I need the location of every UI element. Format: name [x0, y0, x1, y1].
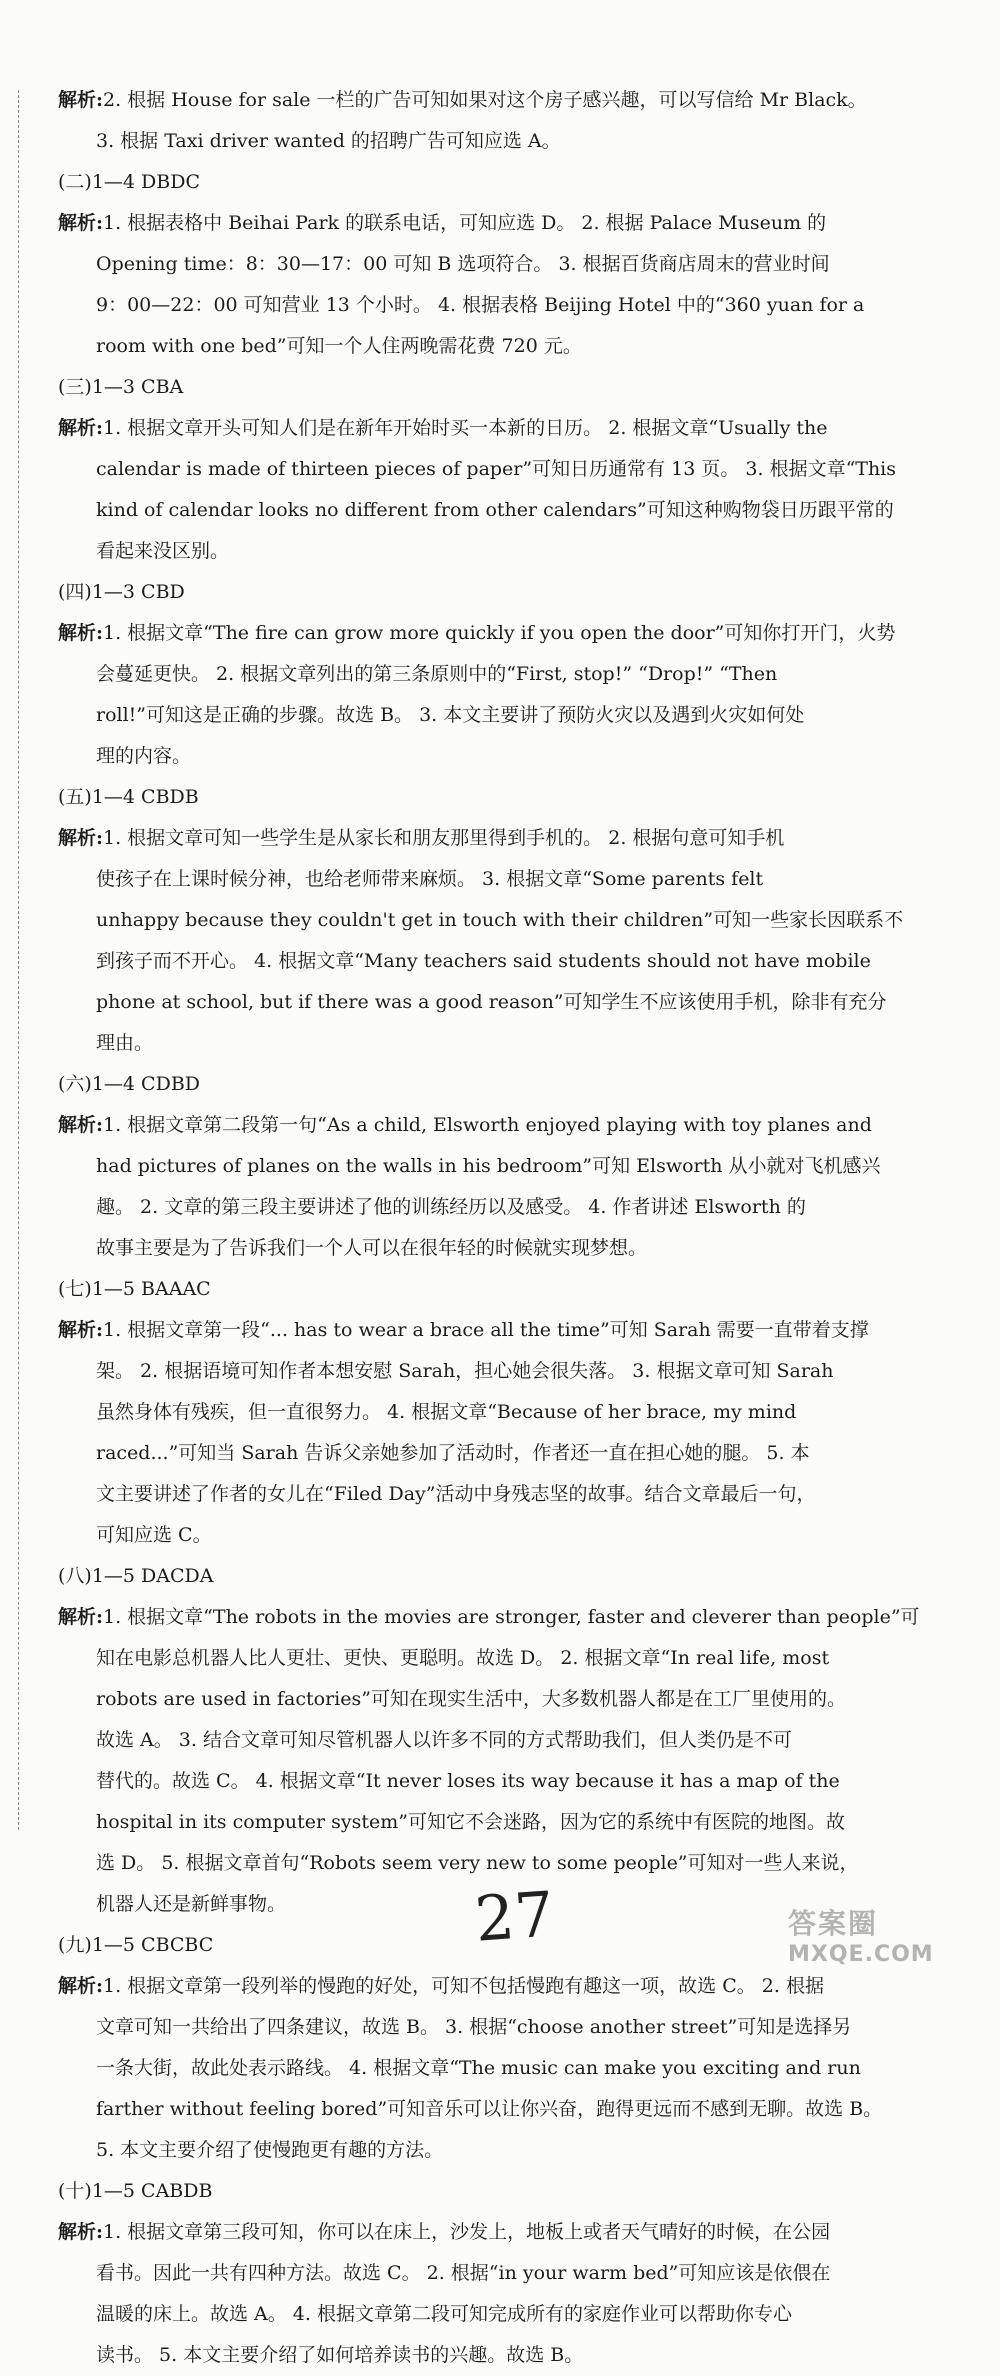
analysis-line	[58, 900, 958, 941]
analysis-line	[58, 1187, 958, 1228]
analysis-line	[58, 1679, 958, 1720]
analysis-tag: 解析:	[58, 417, 104, 439]
analysis-text: 读书。 5. 本文主要介绍了如何培养读书的兴趣。故选 B。	[96, 2344, 584, 2366]
analysis-text: 趣。 2. 文章的第三段主要讲述了他的训练经历以及感受。 4. 作者讲述 Elsworth 的	[96, 1196, 806, 1218]
analysis-line	[58, 1638, 958, 1679]
analysis-text: 知在电影总机器人比人更壮、更快、更聪明。故选 D。 2. 根据文章“In real life, most	[96, 1647, 830, 1669]
analysis-line	[58, 736, 958, 777]
analysis-text: 替代的。故选 C。 4. 根据文章“It never loses its way because it has a map of the	[96, 1770, 840, 1792]
analysis-line	[58, 1310, 958, 1351]
analysis-text: 1. 根据文章第一段“... has to wear a brace all the time”可知 Sarah 需要一直带着支撑	[103, 1319, 869, 1341]
analysis-line	[58, 859, 958, 900]
analysis-text: 可知应选 C。	[96, 1524, 212, 1546]
answer-key-line: (五)1—4 CBDB	[58, 786, 199, 808]
analysis-line	[58, 285, 958, 326]
analysis-text: 故事主要是为了告诉我们一个人可以在很年轻的时候就实现梦想。	[96, 1237, 648, 1259]
analysis-text: 温暖的床上。故选 A。 4. 根据文章第二段可知完成所有的家庭作业可以帮助你专心	[96, 2303, 792, 2325]
analysis-line	[58, 326, 958, 367]
analysis-line	[58, 203, 958, 244]
analysis-text: 虽然身体有残疾，但一直很努力。 4. 根据文章“Because of her brace, my mind	[96, 1401, 797, 1423]
watermark-top: 答案圈	[788, 1907, 879, 1940]
analysis-text: robots are used in factories”可知在现实生活中，大多数机器人都是在工厂里使用的。	[96, 1688, 846, 1710]
analysis-text: 文章可知一共给出了四条建议，故选 B。 3. 根据“choose another street”可知是选择另	[96, 2016, 852, 2038]
answer-key-line: (九)1—5 CBCBC	[58, 1934, 214, 1956]
analysis-line	[58, 449, 958, 490]
analysis-text: 故选 A。 3. 结合文章可知尽管机器人以许多不同的方式帮助我们，但人类仍是不可	[96, 1729, 792, 1751]
analysis-text: phone at school, but if there was a good reason”可知学生不应该使用手机，除非有充分	[96, 991, 887, 1013]
analysis-text: 2. 根据 House for sale 一栏的广告可知如果对这个房子感兴趣，可以写信给 Mr Black。	[103, 89, 867, 111]
analysis-text: kind of calendar looks no different from other calendars”可知这种购物袋日历跟平常的	[96, 499, 894, 521]
analysis-text: 1. 根据文章第三段可知，你可以在床上，沙发上，地板上或者天气晴好的时候，在公园	[103, 2221, 831, 2243]
analysis-text: hospital in its computer system”可知它不会迷路，因为它的系统中有医院的地图。故	[96, 1811, 845, 1833]
answer-key-line: (八)1—5 DACDA	[58, 1565, 214, 1587]
analysis-text: 选 D。 5. 根据文章首句“Robots seem very new to some people”可知对一些人来说，	[96, 1852, 859, 1874]
analysis-line	[58, 1843, 958, 1884]
analysis-line	[58, 2048, 958, 2089]
analysis-text: 架。 2. 根据语境可知作者本想安慰 Sarah，担心她会很失落。 3. 根据文章可知 Sarah	[96, 1360, 834, 1382]
analysis-line	[58, 2253, 958, 2294]
analysis-line	[58, 2089, 958, 2130]
analysis-text: 理由。	[96, 1032, 154, 1054]
analysis-text: 一条大街，故此处表示路线。 4. 根据文章“The music can make you exciting and run	[96, 2057, 861, 2079]
analysis-line	[58, 2212, 958, 2253]
analysis-line	[58, 408, 958, 449]
analysis-text: 1. 根据文章开头可知人们是在新年开始时买一本新的日历。 2. 根据文章“Usually the	[103, 417, 828, 439]
analysis-text: calendar is made of thirteen pieces of paper”可知日历通常有 13 页。 3. 根据文章“This	[96, 458, 897, 480]
answer-key-line: (十)1—5 CABDB	[58, 2180, 213, 2202]
analysis-text: unhappy because they couldn't get in touch with their children”可知一些家长因联系不	[96, 909, 904, 931]
analysis-line	[58, 1392, 958, 1433]
analysis-line	[58, 2335, 958, 2376]
analysis-text: 看起来没区别。	[96, 540, 230, 562]
analysis-text: Opening time：8：30—17：00 可知 B 选项符合。 3. 根据百货商店周末的营业时间	[96, 253, 830, 275]
analysis-line	[58, 1146, 958, 1187]
analysis-line	[58, 1433, 958, 1474]
analysis-tag: 解析:	[58, 1114, 104, 1136]
analysis-text: 3. 根据 Taxi driver wanted 的招聘广告可知应选 A。	[96, 130, 561, 152]
analysis-text: 1. 根据文章“The robots in the movies are stronger, faster and cleverer than people”可	[103, 1606, 920, 1628]
analysis-line	[58, 490, 958, 531]
analysis-text: 1. 根据文章第一段列举的慢跑的好处，可知不包括慢跑有趣这一项，故选 C。 2. 根据	[103, 1975, 824, 1997]
analysis-text: 5. 本文主要介绍了使慢跑更有趣的方法。	[96, 2139, 444, 2161]
answer-content	[58, 80, 958, 2376]
analysis-line	[58, 80, 958, 121]
analysis-text: 使孩子在上课时候分神，也给老师带来麻烦。 3. 根据文章“Some parents felt	[96, 868, 764, 890]
analysis-line	[58, 941, 958, 982]
analysis-line	[58, 1597, 958, 1638]
analysis-line	[58, 531, 958, 572]
analysis-text: 机器人还是新鲜事物。	[96, 1893, 287, 1915]
analysis-text: room with one bed”可知一个人住两晚需花费 720 元。	[96, 335, 582, 357]
analysis-line	[58, 1474, 958, 1515]
analysis-text: 看书。因此一共有四种方法。故选 C。 2. 根据“in your warm bed”可知应该是依偎在	[96, 2262, 831, 2284]
watermark-logo	[788, 1902, 988, 1968]
answer-key-line: (二)1—4 DBDC	[58, 171, 201, 193]
analysis-line	[58, 1761, 958, 1802]
analysis-text: roll!”可知这是正确的步骤。故选 B。 3. 本文主要讲了预防火灾以及遇到火灾如何处	[96, 704, 805, 726]
analysis-text: 文主要讲述了作者的女儿在“Filed Day”活动中身残志坚的故事。结合文章最后一句，	[96, 1483, 816, 1505]
analysis-text: had pictures of planes on the walls in his bedroom”可知 Elsworth 从小就对飞机感兴	[96, 1155, 881, 1177]
answer-key-line: (七)1—5 BAAAC	[58, 1278, 211, 1300]
analysis-line	[58, 2007, 958, 2048]
analysis-tag: 解析:	[58, 1606, 104, 1628]
analysis-text: 1. 根据文章可知一些学生是从家长和朋友那里得到手机的。 2. 根据句意可知手机	[103, 827, 785, 849]
analysis-tag: 解析:	[58, 212, 104, 234]
analysis-line	[58, 1023, 958, 1064]
analysis-text: 1. 根据文章第二段第一句“As a child, Elsworth enjoyed playing with toy planes and	[103, 1114, 872, 1136]
analysis-line	[58, 1802, 958, 1843]
analysis-line	[58, 121, 958, 162]
analysis-tag: 解析:	[58, 827, 104, 849]
page-number: 27	[472, 1877, 557, 1956]
analysis-line	[58, 244, 958, 285]
answer-key-line: (六)1—4 CDBD	[58, 1073, 201, 1095]
analysis-line	[58, 1515, 958, 1556]
analysis-tag: 解析:	[58, 622, 104, 644]
analysis-line	[58, 654, 958, 695]
analysis-line	[58, 1228, 958, 1269]
answer-key-line: (三)1—3 CBA	[58, 376, 184, 398]
analysis-text: 9：00—22：00 可知营业 13 个小时。 4. 根据表格 Beijing Hotel 中的“360 yuan for a	[96, 294, 865, 316]
analysis-tag: 解析:	[58, 89, 104, 111]
analysis-line	[58, 1105, 958, 1146]
analysis-line	[58, 695, 958, 736]
analysis-line	[58, 1720, 958, 1761]
analysis-line	[58, 1966, 958, 2007]
binding-margin-line	[18, 90, 29, 1830]
analysis-line	[58, 2294, 958, 2335]
analysis-line	[58, 1351, 958, 1392]
analysis-tag: 解析:	[58, 1975, 104, 1997]
answer-key-line: (四)1—3 CBD	[58, 581, 185, 603]
analysis-tag: 解析:	[58, 1319, 104, 1341]
analysis-line	[58, 982, 958, 1023]
analysis-line	[58, 818, 958, 859]
analysis-tag: 解析:	[58, 2221, 104, 2243]
analysis-text: 1. 根据表格中 Beihai Park 的联系电话，可知应选 D。 2. 根据 Palace Museum 的	[103, 212, 827, 234]
analysis-text: 1. 根据文章“The fire can grow more quickly if you open the door”可知你打开门，火势	[103, 622, 896, 644]
watermark-bottom: MXQE.COM	[788, 1942, 934, 1967]
analysis-text: farther without feeling bored”可知音乐可以让你兴奋，跑得更远而不感到无聊。故选 B。	[96, 2098, 883, 2120]
analysis-line	[58, 2130, 958, 2171]
analysis-text: 会蔓延更快。 2. 根据文章列出的第三条原则中的“First, stop!” “Drop!” “Then	[96, 663, 778, 685]
analysis-text: raced...”可知当 Sarah 告诉父亲她参加了活动时，作者还一直在担心她的腿。 5. 本	[96, 1442, 810, 1464]
analysis-text: 理的内容。	[96, 745, 192, 767]
analysis-text: 到孩子而不开心。 4. 根据文章“Many teachers said students should not have mobile	[96, 950, 871, 972]
analysis-line	[58, 613, 958, 654]
